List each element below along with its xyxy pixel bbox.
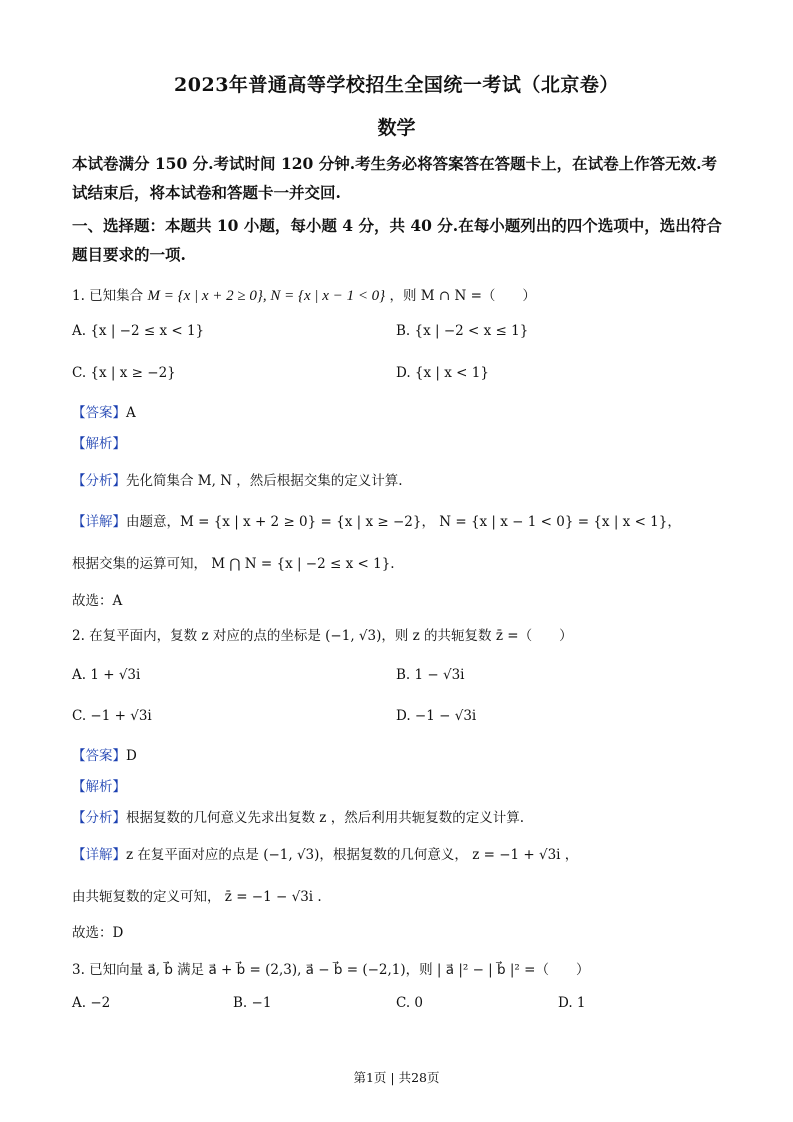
q2-option-a: A. 1 + √3i xyxy=(72,667,141,683)
q2-answer-value: D xyxy=(126,748,137,764)
q2-analysis xyxy=(72,775,126,795)
q2-answer xyxy=(72,744,137,764)
q2-detail-text: z 在复平面对应的点是 (−1, √3)，根据复数的几何意义， z = −1 + √3i ， xyxy=(126,847,579,863)
q2-analysis-tag: 【解析】 xyxy=(72,779,126,795)
q2-fenxi xyxy=(72,806,524,826)
q1-detail xyxy=(72,510,681,530)
q3-stem: 3. 已知向量 a⃗, b⃗ 满足 a⃗ + b⃗ = (2,3), a⃗ − b⃗ = (−2,1)，则 | a⃗ |² − | b⃗ |² =（ ） xyxy=(72,962,590,978)
q2-fenxi-text: 根据复数的几何意义先求出复数 z ，然后利用共轭复数的定义计算. xyxy=(126,810,524,826)
q3-option-b: B. −1 xyxy=(233,995,272,1011)
q3-option-a: A. −2 xyxy=(72,995,111,1011)
q1-fenxi-text: 先化简集合 M, N ，然后根据交集的定义计算. xyxy=(126,473,403,489)
q1-option-a: A. {x | −2 ≤ x < 1} xyxy=(72,323,205,339)
q2-fenxi-tag: 【分析】 xyxy=(72,810,126,826)
q1-stem-prefix: 1. 已知集合 xyxy=(72,288,144,304)
q1-option-d: D. {x | x < 1} xyxy=(396,365,489,381)
instructions-line-2: 试结束后，将本试卷和答题卡一并交回. xyxy=(72,183,341,202)
q1-analysis-tag: 【解析】 xyxy=(72,436,126,452)
q1-fenxi xyxy=(72,469,403,489)
q2-option-d: D. −1 − √3i xyxy=(396,708,477,724)
page-title: 2023年普通高等学校招生全国统一考试（北京卷） xyxy=(174,74,619,96)
q2-option-c: C. −1 + √3i xyxy=(72,708,152,724)
q1-choice: 故选：A xyxy=(72,593,123,609)
q1-option-c: C. {x | x ≥ −2} xyxy=(72,365,176,381)
q2-answer-tag: 【答案】 xyxy=(72,748,126,764)
q3-option-c: C. 0 xyxy=(396,995,424,1011)
q1-answer xyxy=(72,401,136,421)
q1-analysis xyxy=(72,432,126,452)
q3-option-d: D. 1 xyxy=(558,995,586,1011)
q1-detail-line-2: 根据交集的运算可知， M ⋂ N = {x | −2 ≤ x < 1}. xyxy=(72,556,395,572)
q2-detail-tag: 【详解】 xyxy=(72,847,126,863)
q1-answer-tag: 【答案】 xyxy=(72,405,126,421)
subject-title: 数学 xyxy=(377,117,416,139)
q2-option-b: B. 1 − √3i xyxy=(396,667,465,683)
q1-fenxi-tag: 【分析】 xyxy=(72,473,126,489)
q1-stem xyxy=(72,284,536,305)
section-heading-line-2: 题目要求的一项. xyxy=(72,245,186,264)
instructions-line-1: 本试卷满分 150 分.考试时间 120 分钟.考生务必将答案答在答题卡上，在试卷上作答无效.考 xyxy=(72,154,717,173)
q2-stem: 2. 在复平面内，复数 z 对应的点的坐标是 (−1, √3)，则 z 的共轭复数 z̄ =（ ） xyxy=(72,628,573,644)
q1-detail-text: 由题意，M = {x | x + 2 ≥ 0} = {x | x ≥ −2}， N = {x | x − 1 < 0} = {x | x < 1}， xyxy=(126,514,681,530)
section-heading-line-1: 一、选择题：本题共 10 小题，每小题 4 分，共 40 分.在每小题列出的四个选项中，选出符合 xyxy=(72,216,722,235)
q2-choice: 故选：D xyxy=(72,925,124,941)
q1-stem-suffix: ，则 M ∩ N =（ ） xyxy=(389,288,536,304)
q1-answer-value: A xyxy=(126,405,136,421)
q2-detail-line-2: 由共轭复数的定义可知， z̄ = −1 − √3i . xyxy=(72,889,322,905)
q1-detail-tag: 【详解】 xyxy=(72,514,126,530)
page-footer: 第1页 | 共28页 xyxy=(353,1070,440,1085)
q1-stem-math: M = {x | x + 2 ≥ 0}, N = {x | x − 1 < 0} xyxy=(147,288,386,304)
q1-option-b: B. {x | −2 < x ≤ 1} xyxy=(396,323,529,339)
q2-detail xyxy=(72,843,578,863)
